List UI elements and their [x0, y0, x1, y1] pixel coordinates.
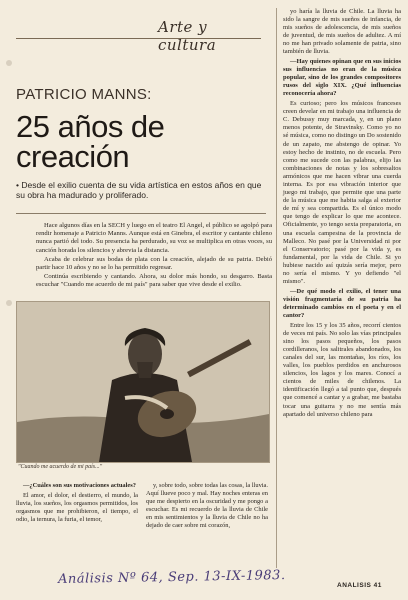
column-right: [283, 8, 401, 420]
column-middle: [146, 482, 268, 532]
magazine-name: ANALISIS: [337, 582, 372, 589]
interview-question: —Hay quienes opinan que en sus inicios sus influencias no eran de la música popular, sino de los grandes compositores rusos del siglo XIX. ¿Qué influencias reconocería ahora?: [283, 58, 401, 98]
article-lead: • Desde el exilio cuenta de su vida artística en estos años en que su obra ha madurado y proliferado.: [16, 180, 262, 200]
interview-question: —De qué modo el exilio, el tener una visión fragmentaria de su patria ha determinado cambios en el poeta y en el cantor?: [283, 287, 401, 319]
article-title: 25 años de creación: [16, 109, 165, 174]
interview-answer: Entre los 15 y los 35 años, recorrí cientos de veces mi país. No solo las vías principales sino los pasos pequeños, los pasos cordilleranos, los salitrales abandonados, los canales del sur, las montañas, los ríos, los valles, los pueblos perdidos en anchurosos silencios, los lagos y los mares. Conocí a cientos de miles de chilenos. La identificación llegó a tal punto que, después que comencé a cantar y a grabar, me bastaba tocar una guitarra y no me sentía más apartado del universo chileno para: [283, 321, 401, 418]
photo-caption: "Cuando me acuerdo de mi país...": [18, 464, 103, 470]
interview-answer: Es curioso; pero los músicos franceses creen develar en mi trabajo una influencia de C. Debussy muy marcada, y, en un plano menos potente, de Stravinsky. Como yo no sé música, como no distingo un Do sostenido de un zapato, me abstengo de opinar. Yo estoy hecho de instinto, no de escuela. Pero como me sucede con las palabras, elijo las combinaciones de notas y los sobresaltos armónicos que me hacen vibrar una cuerda interna. Es por esa vibración interior que juego mi trabajo, que permite que una parte de la música que me habita salga al exterior de mí y sea compartida. Es el único modo que tengo de explicar lo que me acontece. Oficialmente, yo tengo sexta preparatoria, en una escuela campesina de la provincia de Malleco. No pasé por la Universidad ni por el Conservatorio; pasé por la vida y, es fundamental, por la vida de Chile. Si yo hubiese nacido así quizás sería mejor, pero no sería el mismo. Y yo defiendo "el mismo".: [283, 100, 401, 286]
handwritten-annotation: Análisis Nº 64, Sep. 13-IX-1983.: [57, 568, 286, 587]
page-number: 41: [373, 582, 382, 589]
interview-answer: El amor, el dolor, el destierro, el mundo, la lluvia, los sueños, los orgasmos permitidos, los orgasmos que me prohibieron, el tiempo, el odio, la ternura, la furia, el temor,: [16, 491, 138, 523]
article-lead-text: Desde el exilio cuenta de su vida artística en estos años en que su obra ha madurado y proliferado.: [16, 180, 262, 200]
interview-answer: yo haría la lluvia de Chile. La lluvia ha sido la sangre de mis sueños de infancia, de mis sueños de adolescencia, de mis sueños de juventud, de mis sueños de adultez. A mí no me han privado solamente de patria, sino también de lluvia.: [283, 8, 401, 56]
intro-paragraph: Acaba de celebrar sus bodas de plata con la creación, alejado de su patria. Debió partir hace 10 años y no se lo ha permitido regresar.: [36, 255, 272, 272]
article-photo: [16, 301, 270, 463]
header-rule: [16, 38, 261, 39]
article-intro: [36, 222, 272, 291]
lead-rule: [16, 213, 266, 214]
section-tag: Arte y cultura: [158, 18, 217, 54]
page-footer: [337, 582, 382, 589]
column-left: [16, 482, 138, 525]
punch-hole: [6, 60, 12, 66]
punch-hole: [6, 300, 12, 306]
photo-illustration: [17, 302, 269, 462]
intro-paragraph: Hace algunos días en la SECH y luego en el teatro El Angel, el público se agolpó para rendir homenaje a Patricio Manns. Aunque está en Ginebra, el escritor y cantante chileno nunca partió del todo. Su presencia ha perdurado, su voz se multiplica en otras voces, su canción horada los silencios y abrevia la distancia.: [36, 222, 272, 254]
interview-question: —¿Cuáles son sus motivaciones actuales?: [23, 482, 136, 489]
article-author: PATRICIO MANNS:: [16, 86, 152, 103]
column-divider: [276, 8, 277, 568]
intro-paragraph: Continúa escribiendo y cantando. Ahora, su dolor más hondo, su desgarro. Basta escuchar "Cuando me acuerdo de mi país" para saber que vive desde el exilio.: [36, 273, 272, 289]
interview-answer: y, sobre todo, sobre todas las cosas, la lluvia. Aquí llueve poco y mal. Hay noches enteras en que me despierto en la oscuridad y me pongo a escuchar. Es mi recuerdo de la lluvia de Chile en mis sentimientos y la lluvia de Chile no ha dejado de caer sobre mi corazón,: [146, 482, 268, 529]
